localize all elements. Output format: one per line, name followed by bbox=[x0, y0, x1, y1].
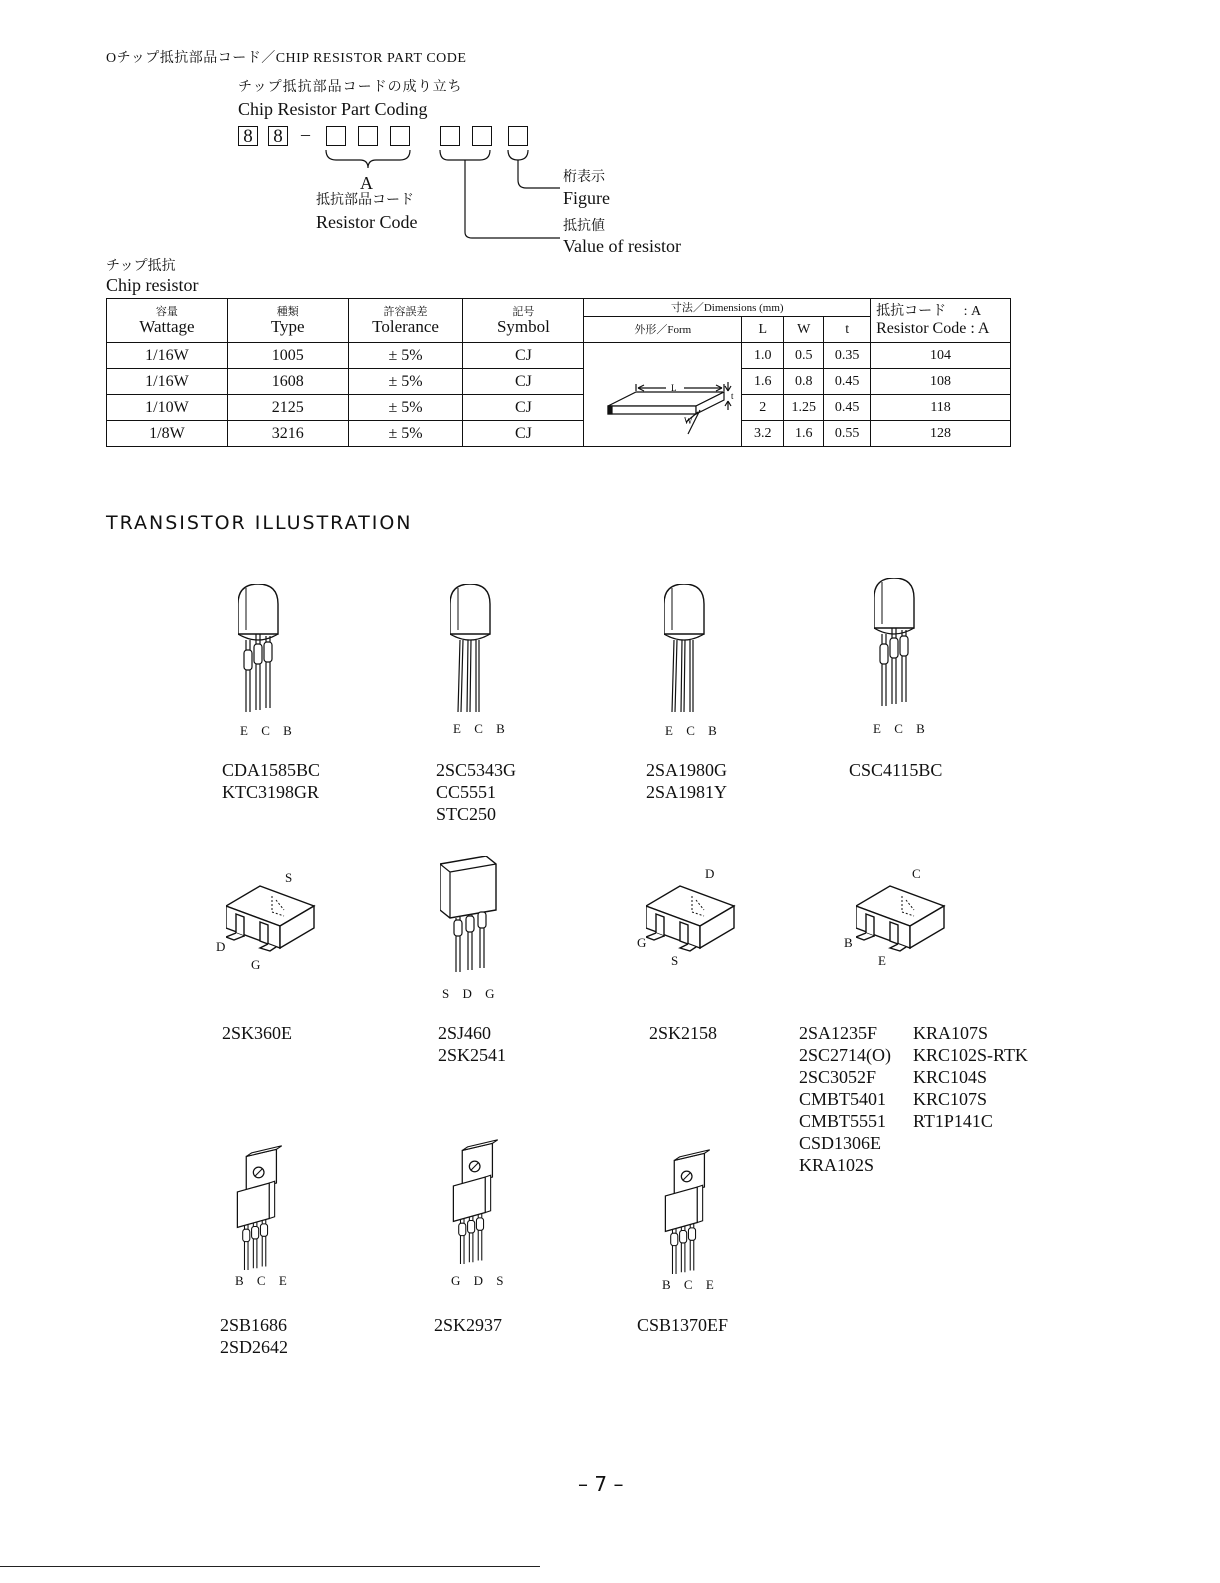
part-list-10 bbox=[434, 1314, 502, 1336]
cell-tolerance: ± 5% bbox=[348, 395, 463, 421]
part-number: 2SK2158 bbox=[649, 1023, 718, 1043]
resistor-code-en: Resistor Code bbox=[316, 212, 418, 232]
pin-c-label: C bbox=[912, 866, 921, 881]
cell-symbol: CJ bbox=[463, 369, 584, 395]
part-number: 2SJ460 bbox=[438, 1023, 492, 1043]
part-number: CMBT5551 bbox=[799, 1111, 887, 1131]
value-jp: 抵抗値 bbox=[563, 219, 605, 234]
to220-package-1 bbox=[234, 1144, 294, 1270]
part-list-4 bbox=[849, 759, 942, 781]
cell-code: 118 bbox=[871, 395, 1011, 421]
part-number: 2SC5343G bbox=[436, 760, 517, 780]
part-list-1 bbox=[222, 759, 320, 803]
code-digit-box-2: 8 bbox=[268, 126, 288, 146]
dim-w-label: W bbox=[683, 416, 693, 426]
cell-tolerance: ± 5% bbox=[348, 421, 463, 447]
part-list-2 bbox=[436, 759, 516, 825]
header-wattage bbox=[107, 299, 228, 343]
chip-title-jp: チップ抵抗 bbox=[106, 259, 176, 274]
chip-resistor-drawing bbox=[588, 344, 738, 440]
header-w: W bbox=[784, 317, 824, 343]
part-list-6 bbox=[438, 1022, 506, 1066]
part-number: KTC3198GR bbox=[222, 782, 320, 802]
pin-s-label: S bbox=[285, 870, 293, 885]
cell-wattage: 1/8W bbox=[107, 421, 228, 447]
to220-package-3 bbox=[662, 1148, 722, 1274]
part-number: 2SK360E bbox=[222, 1023, 293, 1043]
label-a: A bbox=[360, 173, 373, 193]
cell-type: 1608 bbox=[227, 369, 348, 395]
cell-code: 108 bbox=[871, 369, 1011, 395]
part-number: CSB1370EF bbox=[637, 1315, 729, 1335]
cell-t: 0.45 bbox=[824, 395, 871, 421]
part-number: 2SA1981Y bbox=[646, 782, 728, 802]
part-number: KRC104S bbox=[913, 1067, 988, 1087]
pin-d-label: D bbox=[705, 866, 715, 881]
part-list-8b bbox=[913, 1022, 1028, 1132]
part-number: 2SD2642 bbox=[220, 1337, 289, 1357]
cell-wattage: 1/16W bbox=[107, 343, 228, 369]
table-row bbox=[107, 395, 1011, 421]
part-number: KRA107S bbox=[913, 1023, 989, 1043]
pins-label: E C B bbox=[873, 721, 930, 736]
cell-symbol: CJ bbox=[463, 343, 584, 369]
part-number: 2SK2541 bbox=[438, 1045, 507, 1065]
pin-g-label: G bbox=[251, 957, 261, 972]
to220-package-2 bbox=[450, 1138, 510, 1264]
to92-package-3 bbox=[664, 584, 724, 720]
transistor-section-title: TRANSISTOR ILLUSTRATION bbox=[106, 512, 413, 534]
part-list-7 bbox=[649, 1022, 717, 1044]
coding-title-en: Chip Resistor Part Coding bbox=[238, 99, 428, 119]
part-number: 2SA1980G bbox=[646, 760, 728, 780]
pin-b-label: B bbox=[844, 935, 853, 950]
section-title: Oチップ抵抗部品コード／CHIP RESISTOR PART CODE bbox=[106, 51, 467, 66]
pin-e-label: E bbox=[878, 953, 886, 968]
resistor-code-jp: 抵抗部品コード bbox=[316, 193, 414, 208]
header-symbol-jp: 記号 bbox=[512, 306, 535, 318]
part-number: KRA102S bbox=[799, 1155, 875, 1175]
page-number: – 7 – bbox=[578, 1472, 624, 1496]
pins-label: G D S bbox=[451, 1273, 509, 1288]
sot-package-1 bbox=[226, 876, 318, 956]
cell-l: 3.2 bbox=[742, 421, 784, 447]
cell-wattage: 1/10W bbox=[107, 395, 228, 421]
part-list-3 bbox=[646, 759, 727, 803]
code-dash: – bbox=[301, 124, 310, 144]
cell-l: 1.6 bbox=[742, 369, 784, 395]
header-form: 外形／Form bbox=[584, 317, 742, 343]
chip-form-diagram bbox=[584, 343, 742, 447]
part-number: 2SC3052F bbox=[799, 1067, 877, 1087]
part-number: CMBT5401 bbox=[799, 1089, 887, 1109]
part-number: 2SK2937 bbox=[434, 1315, 503, 1335]
cell-t: 0.35 bbox=[824, 343, 871, 369]
cell-w: 1.25 bbox=[784, 395, 824, 421]
cell-type: 1005 bbox=[227, 343, 348, 369]
part-number: CC5551 bbox=[436, 782, 497, 802]
figure-jp: 桁表示 bbox=[563, 170, 605, 185]
to92-package-1 bbox=[238, 584, 298, 720]
code-digit-box-1: 8 bbox=[238, 126, 258, 146]
header-resistor-code bbox=[871, 299, 1011, 343]
table-row bbox=[107, 421, 1011, 447]
part-number: 2SB1686 bbox=[220, 1315, 288, 1335]
header-code-jp: 抵抗コード : A bbox=[876, 304, 982, 319]
cell-l: 2 bbox=[742, 395, 784, 421]
to92-package-4 bbox=[874, 578, 934, 714]
coding-title-jp: チップ抵抗部品コードの成り立ち bbox=[238, 80, 463, 95]
cell-t: 0.55 bbox=[824, 421, 871, 447]
cell-tolerance: ± 5% bbox=[348, 369, 463, 395]
footer-rule bbox=[0, 1566, 540, 1567]
part-number: CDA1585BC bbox=[222, 760, 321, 780]
chip-resistor-table bbox=[106, 298, 1011, 447]
pins-label: B C E bbox=[662, 1277, 719, 1292]
cell-type: 2125 bbox=[227, 395, 348, 421]
header-type-jp: 種類 bbox=[276, 306, 299, 318]
pins-label: E C B bbox=[665, 723, 722, 738]
cell-l: 1.0 bbox=[742, 343, 784, 369]
cell-tolerance: ± 5% bbox=[348, 343, 463, 369]
cell-code: 128 bbox=[871, 421, 1011, 447]
table-row bbox=[107, 369, 1011, 395]
cell-symbol: CJ bbox=[463, 395, 584, 421]
code-brackets bbox=[0, 0, 1220, 260]
cell-code: 104 bbox=[871, 343, 1011, 369]
header-code-en: Resistor Code : A bbox=[876, 320, 990, 337]
part-list-9 bbox=[220, 1314, 288, 1358]
pin-d-label: D bbox=[216, 939, 226, 954]
cell-t: 0.45 bbox=[824, 369, 871, 395]
header-tolerance bbox=[348, 299, 463, 343]
header-symbol bbox=[463, 299, 584, 343]
part-number: 2SA1235F bbox=[799, 1023, 878, 1043]
pins-label: E C B bbox=[453, 721, 510, 736]
header-t: t bbox=[824, 317, 871, 343]
value-en: Value of resistor bbox=[563, 236, 681, 256]
cell-w: 1.6 bbox=[784, 421, 824, 447]
cell-symbol: CJ bbox=[463, 421, 584, 447]
dim-t-label: t bbox=[730, 391, 734, 401]
cell-wattage: 1/16W bbox=[107, 369, 228, 395]
cell-w: 0.8 bbox=[784, 369, 824, 395]
part-list-5 bbox=[222, 1022, 292, 1044]
part-number: CSD1306E bbox=[799, 1133, 882, 1153]
dim-l-label: L bbox=[670, 383, 677, 393]
part-number: STC250 bbox=[436, 804, 497, 824]
part-number: KRC107S bbox=[913, 1089, 988, 1109]
part-number: KRC102S-RTK bbox=[913, 1045, 1028, 1065]
header-tolerance-jp: 許容誤差 bbox=[383, 306, 428, 318]
header-symbol-en: Symbol bbox=[496, 317, 550, 336]
to92-package-2 bbox=[450, 584, 510, 720]
pin-s-label: S bbox=[671, 953, 679, 968]
header-type-en: Type bbox=[270, 317, 305, 336]
part-number: 2SC2714(O) bbox=[799, 1045, 892, 1065]
header-type bbox=[227, 299, 348, 343]
sot-package-2 bbox=[646, 876, 738, 956]
part-list-8a bbox=[799, 1022, 891, 1176]
header-wattage-jp: 容量 bbox=[155, 306, 178, 318]
table-row bbox=[107, 343, 1011, 369]
pins-label: S D G bbox=[442, 986, 500, 1001]
figure-en: Figure bbox=[563, 188, 610, 208]
pins-label: B C E bbox=[235, 1273, 292, 1288]
sot-package-3 bbox=[856, 876, 948, 956]
part-number: RT1P141C bbox=[913, 1111, 993, 1131]
header-wattage-en: Wattage bbox=[139, 317, 195, 336]
part-number: CSC4115BC bbox=[849, 760, 943, 780]
cell-type: 3216 bbox=[227, 421, 348, 447]
cell-w: 0.5 bbox=[784, 343, 824, 369]
chip-title-en: Chip resistor bbox=[106, 275, 199, 295]
header-l: L bbox=[742, 317, 784, 343]
fullmold-package bbox=[440, 856, 502, 976]
part-list-11 bbox=[637, 1314, 728, 1336]
pins-label: E C B bbox=[240, 723, 297, 738]
header-tolerance-en: Tolerance bbox=[372, 317, 439, 336]
pin-g-label: G bbox=[637, 935, 647, 950]
header-dimensions: 寸法／Dimensions (mm) bbox=[584, 299, 871, 317]
